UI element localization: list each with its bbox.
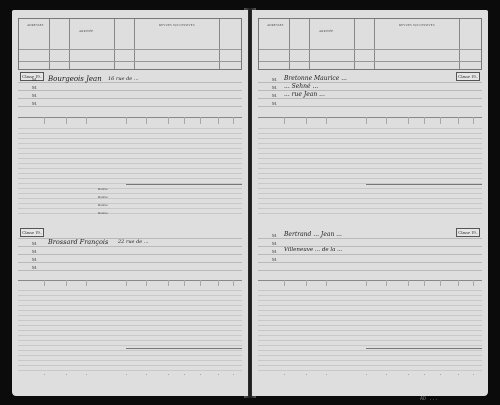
left-section-bottom: Classe 19.. M. M. M. M. Brossard François 22 rue de ... [18,228,242,378]
m-label: M. [32,77,38,82]
entry-name: Brossard François [48,238,109,246]
left-section-top: Classe 19.. M. M. M. M. Bourgeois Jean 16 rue de ... Relève Relève Relève Relève [18,72,242,222]
entry-address: 22 rue de ... [118,239,149,245]
entry-line: Bretonne Maurice ... [284,75,347,82]
right-page [252,10,488,396]
right-header-table: ADRESSES ARRIVÉE REVUES SUCCESSIVES [258,18,482,70]
classe-box: Classe 19.. [456,72,480,81]
left-page [12,10,248,396]
entry-address: 16 rue de ... [108,76,139,82]
classe-box: Classe 19.. [456,228,480,237]
classe-box: Classe 19.. [20,72,44,81]
entry-line: ... Sehné ... [284,83,319,90]
right-section-bottom: Classe 19.. M. M. M. M. Bertrand ... Jean ... Villeneuve ... de la ... [258,228,482,378]
entry-line: ... rue Jean ... [284,91,325,98]
archive-reference: AD ... [420,396,439,402]
entry-line: Bertrand ... Jean ... [284,231,342,238]
right-section-top: Classe 19.. M. M. M. M. Bretonne Maurice ... ... Sehné ... ... rue Jean ... [258,72,482,222]
entry-line: Villeneuve ... de la ... [284,247,343,253]
entry-name: Bourgeois Jean [48,75,102,83]
classe-box: Classe 19.. [20,228,44,237]
left-header-table: ADRESSES ARRIVÉE REVUES SUCCESSIVES [18,18,242,70]
